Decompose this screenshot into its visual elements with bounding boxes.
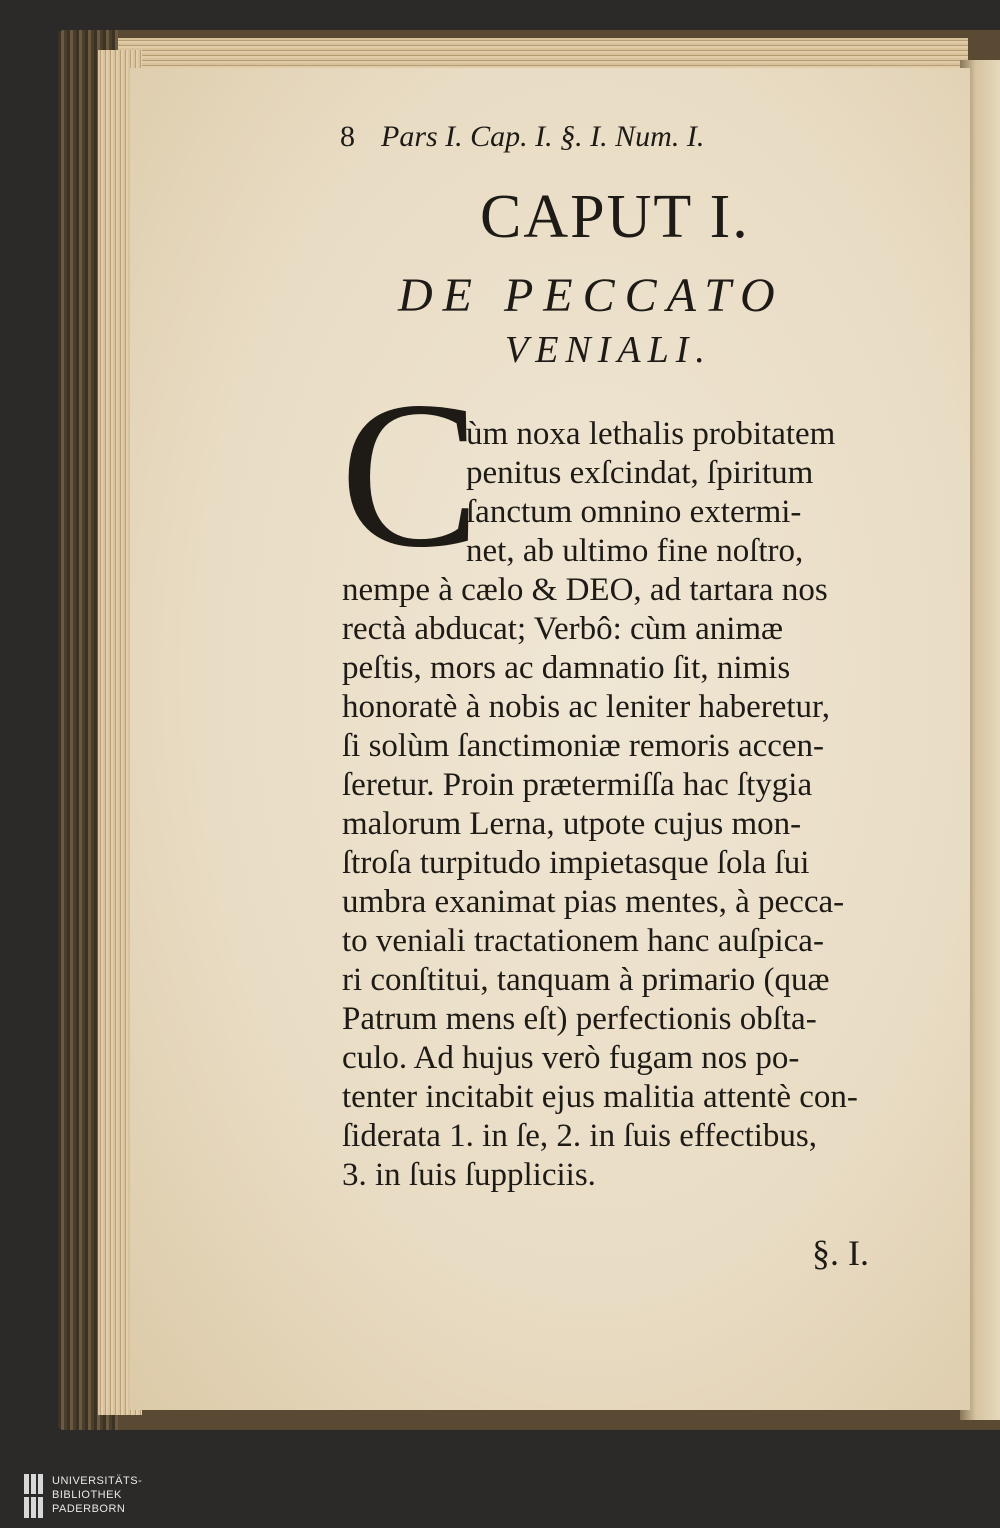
body-line: ſeretur. Proin prætermiſſa hac ſtygia bbox=[342, 767, 813, 803]
body-line: tenter incitabit ejus malitia attentè con- bbox=[342, 1079, 858, 1115]
logo-line: PADERBORN bbox=[52, 1503, 126, 1515]
library-logo bbox=[24, 1474, 164, 1518]
running-head-text: Pars I. Cap. I. §. I. Num. I. bbox=[381, 120, 705, 153]
body-line: rectà abducat; Verbô: cùm animæ bbox=[342, 611, 784, 647]
logo-line: BIBLIOTHEK bbox=[52, 1489, 122, 1501]
library-logo-text bbox=[52, 1474, 162, 1516]
page-number: 8 bbox=[340, 120, 355, 153]
drop-cap: C bbox=[340, 359, 481, 591]
body-line: ùm noxa lethalis probitatem bbox=[466, 416, 836, 452]
body-line: 3. in ſuis ſuppliciis. bbox=[342, 1157, 596, 1193]
catchword: §. I. bbox=[812, 1233, 869, 1273]
body-line: nempe à cælo & DEO, ad tartara nos bbox=[342, 572, 828, 608]
logo-line: UNIVERSITÄTS- bbox=[52, 1475, 143, 1487]
body-line: ſi solùm ſanctimoniæ remoris accen- bbox=[342, 728, 825, 764]
body-line: malorum Lerna, utpote cujus mon- bbox=[342, 806, 802, 842]
library-logo-icon bbox=[24, 1474, 44, 1518]
running-head bbox=[340, 120, 860, 164]
chapter-subtitle-line1: DE PECCATO bbox=[398, 269, 785, 322]
body-line: ri conſtitui, tanquam à primario (quæ bbox=[342, 962, 830, 998]
body-line: culo. Ad hujus verò fugam nos po- bbox=[342, 1040, 800, 1076]
body-line: ſiderata 1. in ſe, 2. in ſuis effectibus, bbox=[342, 1118, 818, 1154]
body-line: penitus exſcindat, ſpiritum bbox=[466, 455, 814, 491]
body-line: to veniali tractationem hanc auſpica- bbox=[342, 923, 824, 959]
chapter-title: CAPUT I. bbox=[480, 183, 750, 251]
body-line: ſanctum omnino extermi- bbox=[466, 494, 802, 530]
chapter-subtitle-line2: VENIALI. bbox=[505, 329, 712, 371]
body-line: Patrum mens eſt) perfectionis obſta- bbox=[342, 1001, 817, 1037]
body-line: honoratè à nobis ac leniter haberetur, bbox=[342, 689, 830, 725]
body-line: peſtis, mors ac damnatio ſit, nimis bbox=[342, 650, 791, 686]
body-line: umbra exanimat pias mentes, à pecca- bbox=[342, 884, 845, 920]
body-line: net, ab ultimo fine noſtro, bbox=[466, 533, 804, 569]
body-line: ſtroſa turpitudo impietasque ſola ſui bbox=[342, 845, 810, 881]
